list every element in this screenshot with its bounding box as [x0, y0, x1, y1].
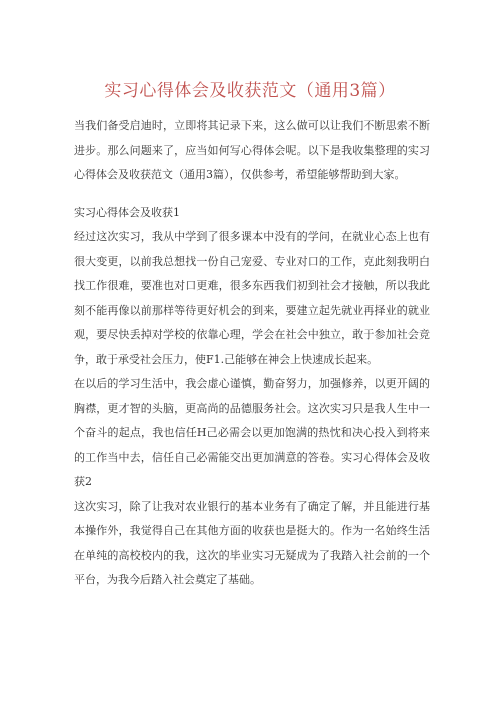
document-body	[74, 114, 430, 593]
section2-paragraph-1: 这次实习，除了让我对农业银行的基本业务有了确定了解，并且能进行基本操作外，我觉得自己在其他方面的收获也是挺大的。作为一名始终生活在单纯的高校校内的我，这次的毕业实习无疑成为了我踏入社会前的一个平台，为我今后踏入社会奠定了基础。	[74, 499, 430, 586]
document-title: 实习心得体会及收获范文（通用3篇）	[104, 81, 396, 101]
section1-paragraph-1: 经过这次实习，我从中学到了很多课本中没有的学问，在就业心态上也有很大变更，以前我总想找一份自己宠爱、专业对口的工作，克此刻我明白找工作很难，要准也对口更难，很多东西我们初到社会才接触，所以我此刻不能再像以前那样等待更好机会的到来，要建立起先就业再择业的就业观，要尽快丢掉对学校的依靠心理，学会在社会中独立，敢于参加社会竞争，敢于承受社会压力，使F1.己能够在神会上快速成长起来。	[74, 230, 430, 366]
section1-paragraph-2: 在以后的学习生活中，我会虚心谨慎，勤奋努力，加强修养，以更开阔的胸襟，更才智的头脑，更高尚的品德服务社会。这次实习只是我人生中一个奋斗的起点，我也信任H己必需会以更加饱满的热忱和决心投入到将来的工作当中去，信任自己必需能交出更加满意的答卷。实习心得体会及收获2	[74, 377, 430, 488]
section-heading-1: 实习心得体会及收获1	[74, 205, 180, 219]
intro-paragraph: 当我们备受启迪时，立即将其记录下来，这么做可以让我们不断思索不断进步。那么问题来了，应当如何写心得体会呢。以下是我收集整理的实习心得体会及收获范文（通用3篇），仅供参考，希望能够帮助到大家。	[74, 119, 430, 181]
